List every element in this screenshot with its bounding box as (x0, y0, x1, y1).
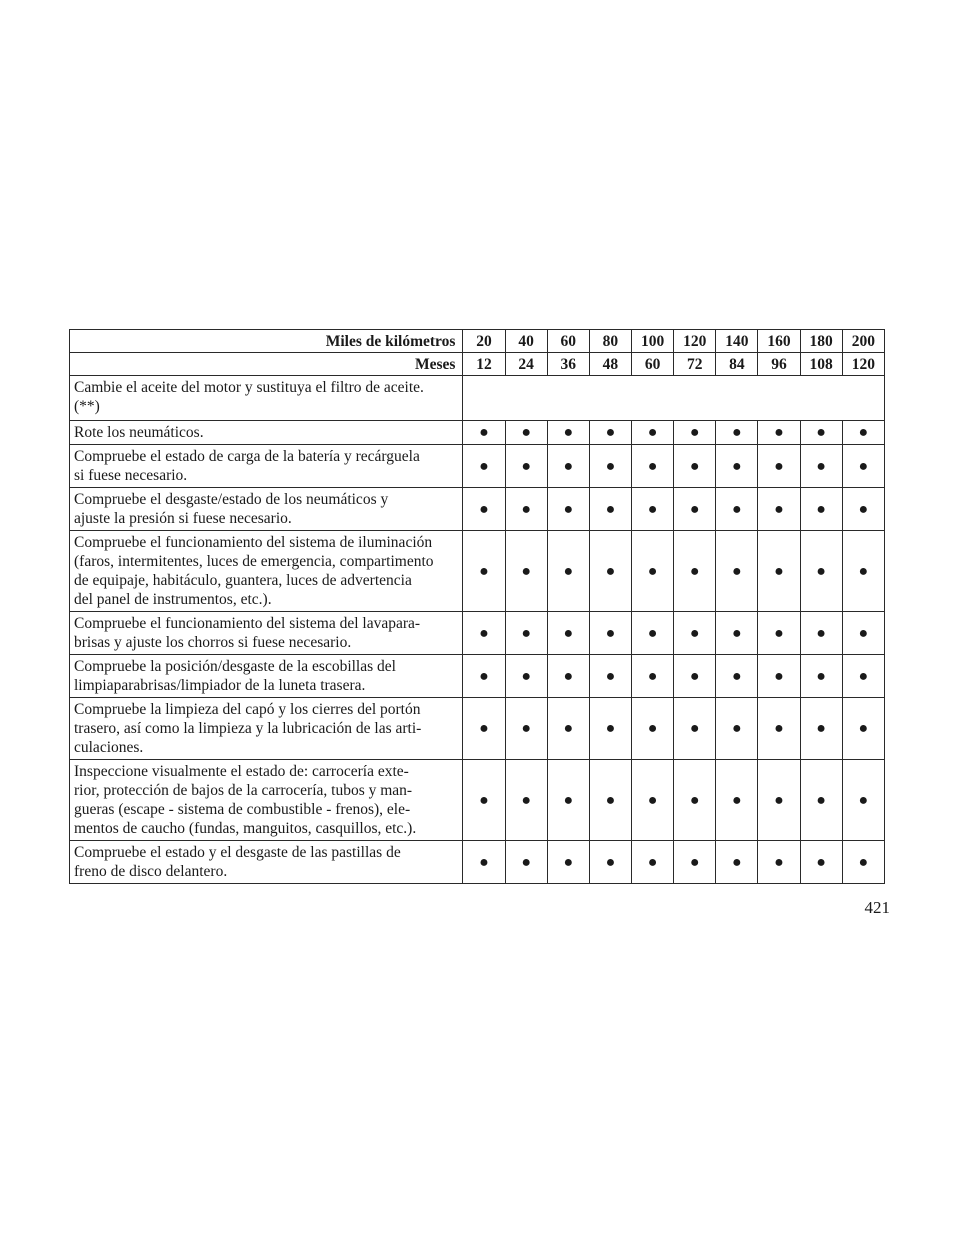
interval-mark: ● (674, 698, 716, 760)
kilometers-header-value: 80 (589, 330, 631, 353)
table-row (70, 376, 885, 421)
interval-mark: ● (632, 445, 674, 488)
table-row (70, 488, 885, 531)
interval-mark: ● (758, 612, 800, 655)
interval-mark: ● (463, 445, 505, 488)
interval-mark: ● (716, 655, 758, 698)
interval-mark: ● (674, 760, 716, 841)
interval-mark: ● (589, 655, 631, 698)
interval-mark: ● (632, 655, 674, 698)
table-row (70, 698, 885, 760)
interval-mark: ● (589, 531, 631, 612)
interval-mark: ● (547, 655, 589, 698)
months-header-value: 120 (842, 353, 884, 376)
interval-mark: ● (632, 531, 674, 612)
interval-mark: ● (589, 698, 631, 760)
interval-mark: ● (632, 488, 674, 531)
maintenance-task: Compruebe la limpieza del capó y los cierres del portón trasero, así como la limpieza y la lubricación de las arti- culaciones. (70, 698, 463, 760)
interval-mark: ● (463, 421, 505, 445)
interval-mark: ● (547, 698, 589, 760)
maintenance-task: Inspeccione visualmente el estado de: carrocería exte- rior, protección de bajos de la carrocería, tubos y man- gueras (escape - sistema de combustible - frenos), ele- mentos de caucho (fundas, manguitos, casquillos, etc.). (70, 760, 463, 841)
interval-mark: ● (547, 841, 589, 884)
interval-mark: ● (505, 760, 547, 841)
kilometers-header-value: 20 (463, 330, 505, 353)
maintenance-task: Compruebe el funcionamiento del sistema del lavapara- brisas y ajuste los chorros si fuese necesario. (70, 612, 463, 655)
interval-mark: ● (800, 421, 842, 445)
interval-mark: ● (800, 612, 842, 655)
interval-mark: ● (674, 841, 716, 884)
kilometers-header-label: Miles de kilómetros (70, 330, 463, 353)
interval-mark: ● (589, 488, 631, 531)
kilometers-header-value: 140 (716, 330, 758, 353)
interval-mark: ● (842, 698, 884, 760)
interval-mark: ● (842, 421, 884, 445)
maintenance-task: Cambie el aceite del motor y sustituya el filtro de aceite. (**) (70, 376, 463, 421)
interval-mark: ● (716, 488, 758, 531)
interval-mark: ● (505, 488, 547, 531)
interval-mark: ● (632, 760, 674, 841)
interval-mark: ● (547, 445, 589, 488)
kilometers-header-value: 100 (632, 330, 674, 353)
page-number: 421 (864, 898, 890, 917)
months-header (70, 353, 885, 376)
months-header-value: 60 (632, 353, 674, 376)
interval-mark: ● (758, 698, 800, 760)
interval-mark: ● (842, 612, 884, 655)
interval-mark: ● (716, 612, 758, 655)
interval-mark: ● (505, 698, 547, 760)
interval-mark: ● (463, 841, 505, 884)
interval-mark: ● (589, 421, 631, 445)
interval-mark: ● (463, 760, 505, 841)
interval-mark: ● (505, 841, 547, 884)
interval-mark: ● (800, 531, 842, 612)
interval-mark: ● (758, 531, 800, 612)
maintenance-schedule-table (69, 329, 885, 884)
interval-mark: ● (800, 445, 842, 488)
interval-mark: ● (842, 760, 884, 841)
interval-mark: ● (463, 698, 505, 760)
interval-mark: ● (589, 445, 631, 488)
kilometers-header-value: 40 (505, 330, 547, 353)
interval-mark: ● (505, 655, 547, 698)
months-header-value: 108 (800, 353, 842, 376)
interval-mark: ● (632, 612, 674, 655)
table-row (70, 445, 885, 488)
interval-mark: ● (716, 421, 758, 445)
interval-mark: ● (674, 531, 716, 612)
interval-mark: ● (758, 421, 800, 445)
maintenance-task: Compruebe el desgaste/estado de los neumáticos y ajuste la presión si fuese necesario. (70, 488, 463, 531)
maintenance-task: Compruebe el estado de carga de la batería y recárguela si fuese necesario. (70, 445, 463, 488)
interval-mark: ● (589, 760, 631, 841)
interval-mark: ● (800, 841, 842, 884)
interval-mark: ● (842, 488, 884, 531)
interval-mark: ● (800, 760, 842, 841)
table-row (70, 841, 885, 884)
months-header-value: 36 (547, 353, 589, 376)
months-header-label: Meses (70, 353, 463, 376)
interval-mark: ● (716, 445, 758, 488)
interval-mark: ● (547, 531, 589, 612)
interval-mark: ● (589, 841, 631, 884)
interval-mark: ● (842, 531, 884, 612)
interval-mark: ● (674, 655, 716, 698)
table-row (70, 612, 885, 655)
interval-mark: ● (505, 421, 547, 445)
months-header-value: 84 (716, 353, 758, 376)
interval-mark: ● (589, 612, 631, 655)
interval-mark: ● (716, 841, 758, 884)
maintenance-task: Compruebe el funcionamiento del sistema de iluminación (faros, intermitentes, luces de emergencia, compartimento de equipaje, habitáculo, guantera, luces de advertencia del panel de instrumentos, etc.). (70, 531, 463, 612)
interval-mark: ● (674, 488, 716, 531)
interval-mark: ● (547, 612, 589, 655)
interval-mark: ● (674, 612, 716, 655)
interval-mark: ● (463, 531, 505, 612)
empty-interval-cell (463, 376, 885, 421)
interval-mark: ● (463, 655, 505, 698)
maintenance-task: Compruebe la posición/desgaste de la escobillas del limpiaparabrisas/limpiador de la luneta trasera. (70, 655, 463, 698)
interval-mark: ● (800, 655, 842, 698)
months-header-value: 96 (758, 353, 800, 376)
kilometers-header-value: 180 (800, 330, 842, 353)
interval-mark: ● (632, 841, 674, 884)
interval-mark: ● (632, 698, 674, 760)
interval-mark: ● (505, 531, 547, 612)
maintenance-task: Compruebe el estado y el desgaste de las pastillas de freno de disco delantero. (70, 841, 463, 884)
interval-mark: ● (505, 612, 547, 655)
interval-mark: ● (674, 421, 716, 445)
interval-mark: ● (463, 488, 505, 531)
interval-mark: ● (547, 760, 589, 841)
table-row (70, 531, 885, 612)
interval-mark: ● (758, 445, 800, 488)
months-header-value: 24 (505, 353, 547, 376)
months-header-value: 72 (674, 353, 716, 376)
interval-mark: ● (716, 531, 758, 612)
kilometers-header-value: 200 (842, 330, 884, 353)
interval-mark: ● (463, 612, 505, 655)
table-row (70, 655, 885, 698)
interval-mark: ● (505, 445, 547, 488)
interval-mark: ● (758, 488, 800, 531)
interval-mark: ● (800, 488, 842, 531)
table-row (70, 421, 885, 445)
kilometers-header-value: 60 (547, 330, 589, 353)
months-header-value: 48 (589, 353, 631, 376)
interval-mark: ● (758, 760, 800, 841)
interval-mark: ● (716, 760, 758, 841)
table-row (70, 760, 885, 841)
interval-mark: ● (716, 698, 758, 760)
maintenance-task: Rote los neumáticos. (70, 421, 463, 445)
interval-mark: ● (758, 655, 800, 698)
interval-mark: ● (674, 445, 716, 488)
interval-mark: ● (632, 421, 674, 445)
kilometers-header-value: 160 (758, 330, 800, 353)
interval-mark: ● (547, 488, 589, 531)
interval-mark: ● (842, 841, 884, 884)
interval-mark: ● (800, 698, 842, 760)
interval-mark: ● (842, 655, 884, 698)
kilometers-header-value: 120 (674, 330, 716, 353)
interval-mark: ● (547, 421, 589, 445)
months-header-value: 12 (463, 353, 505, 376)
interval-mark: ● (758, 841, 800, 884)
interval-mark: ● (842, 445, 884, 488)
kilometers-header (70, 330, 885, 353)
